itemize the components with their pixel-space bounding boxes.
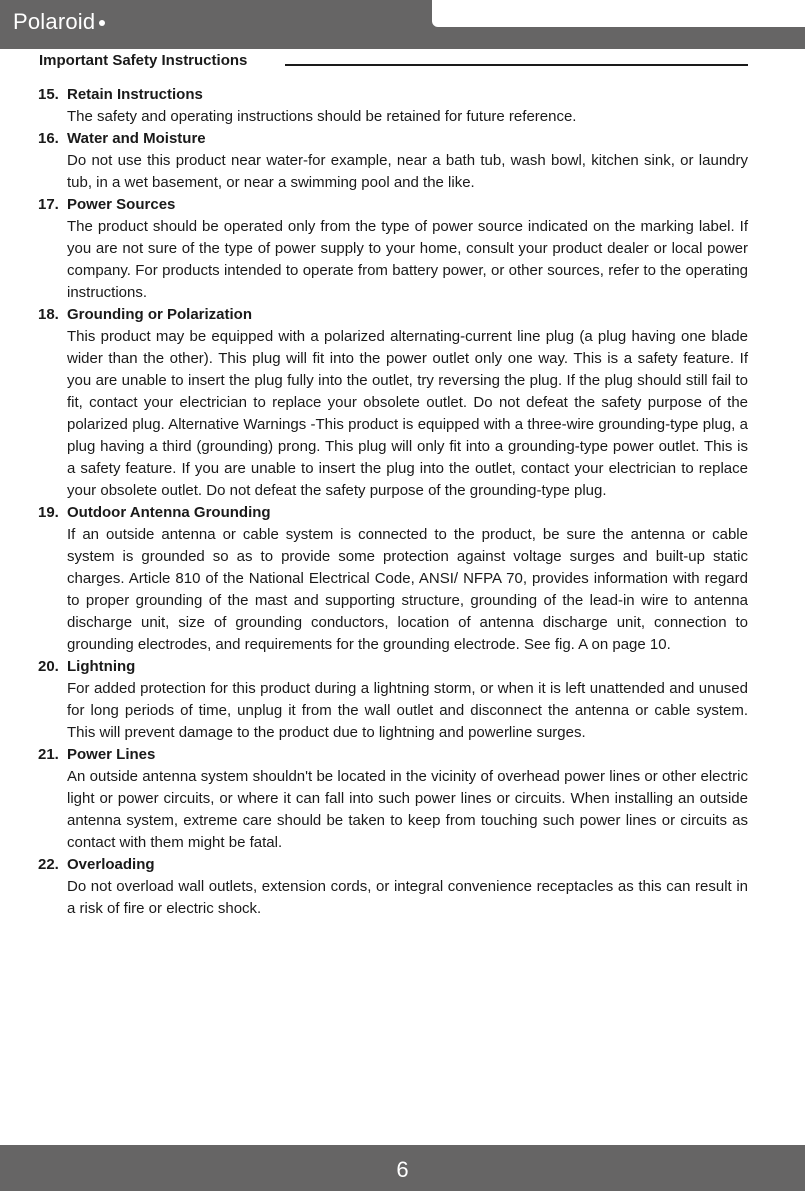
instruction-heading: [38, 128, 748, 150]
instruction-heading: [38, 854, 748, 876]
page-footer: [0, 1145, 805, 1191]
instruction-number: 15.: [38, 86, 59, 103]
instruction-number: 20.: [38, 658, 59, 675]
instruction-heading: [38, 656, 748, 678]
instruction-text: Do not overload wall outlets, extension cords, or integral convenience receptacles as this can result in a risk of fire or electric shock.: [67, 878, 748, 917]
instruction-text: This product may be equipped with a polarized alternating-current line plug (a plug having one blade wider than the other). This plug will fit into the power outlet only one way. This is a safety feature. If you are unable to insert the plug fully into the outlet, try reversing the plug. If the plug should still fail to fit, contact your electrician to replace your obsolete outlet. Do not defeat the safety purpose of the polarized plug. Alternative Warnings -This product is equipped with a three-wire grounding-type plug, a plug having a third (grounding) prong. This plug will only fit into a grounding-type power outlet. This is a safety feature. If you are unable to insert the plug into the outlet, contact your electrician to replace your obsolete outlet. Do not defeat the safety purpose of the grounding-type plug.: [67, 328, 748, 499]
instruction-text: If an outside antenna or cable system is connected to the product, be sure the antenna or cable system is grounded so as to provide some protection against voltage surges and built-up static charges. Article 810 of the National Electrical Code, ANSI/ NFPA 70, provides information with regard to proper grounding of the mast and supporting structure, grounding of the lead-in wire to antenna discharge unit, size of grounding conductors, location of antenna discharge unit, connection to grounding electrodes, and requirements for the grounding electrode. See fig. A on page 10.: [67, 526, 748, 653]
instruction-item: [38, 194, 748, 304]
instruction-number: 21.: [38, 746, 59, 763]
polaroid-logo: [13, 9, 105, 35]
instruction-heading: [38, 84, 748, 106]
page-number: 6: [396, 1157, 409, 1182]
page-header: [0, 0, 805, 49]
instruction-item: [38, 744, 748, 854]
section-rule: [285, 64, 748, 66]
instruction-item: [38, 304, 748, 502]
instruction-title: Retain Instructions: [67, 86, 203, 103]
instruction-title: Water and Moisture: [67, 130, 206, 147]
instruction-number: 19.: [38, 504, 59, 521]
header-tab: [432, 0, 805, 27]
instruction-item: [38, 854, 748, 920]
instruction-title: Outdoor Antenna Grounding: [67, 504, 271, 521]
instruction-text: The product should be operated only from the type of power source indicated on the marking label. If you are not sure of the type of power supply to your home, consult your product dealer or local power company. For products intended to operate from battery power, or other sources, refer to the operating instructions.: [67, 218, 748, 301]
instruction-text: Do not use this product near water-for example, near a bath tub, wash bowl, kitchen sink, or laundry tub, in a wet basement, or near a swimming pool and the like.: [67, 152, 748, 191]
instruction-heading: [38, 304, 748, 326]
instruction-heading: [38, 744, 748, 766]
brand-name: Polaroid: [13, 9, 96, 34]
instruction-item: [38, 656, 748, 744]
instruction-item: [38, 502, 748, 656]
instruction-text: The safety and operating instructions should be retained for future reference.: [67, 108, 577, 125]
instruction-text: For added protection for this product during a lightning storm, or when it is left unattended and unused for long periods of time, unplug it from the wall outlet and disconnect the antenna or cable system. This will prevent damage to the product due to lightning and powerline surges.: [67, 680, 748, 741]
instruction-text: An outside antenna system shouldn't be located in the vicinity of overhead power lines or other electric light or power circuits, or where it can fall into such power lines or circuits. When installing an outside antenna system, extreme care should be taken to keep from touching such power lines or circuits as contact with them might be fatal.: [67, 768, 748, 851]
instruction-title: Overloading: [67, 856, 155, 873]
instruction-number: 17.: [38, 196, 59, 213]
instructions-list: [38, 84, 748, 920]
instruction-title: Lightning: [67, 658, 136, 675]
instruction-title: Grounding or Polarization: [67, 306, 252, 323]
logo-dot-icon: [99, 20, 105, 26]
instruction-item: [38, 84, 748, 128]
instruction-number: 16.: [38, 130, 59, 147]
instruction-number: 22.: [38, 856, 59, 873]
instruction-heading: [38, 502, 748, 524]
instruction-number: 18.: [38, 306, 59, 323]
instruction-item: [38, 128, 748, 194]
instruction-title: Power Lines: [67, 746, 156, 763]
instruction-title: Power Sources: [67, 196, 176, 213]
instruction-heading: [38, 194, 748, 216]
section-title: Important Safety Instructions: [39, 52, 248, 69]
